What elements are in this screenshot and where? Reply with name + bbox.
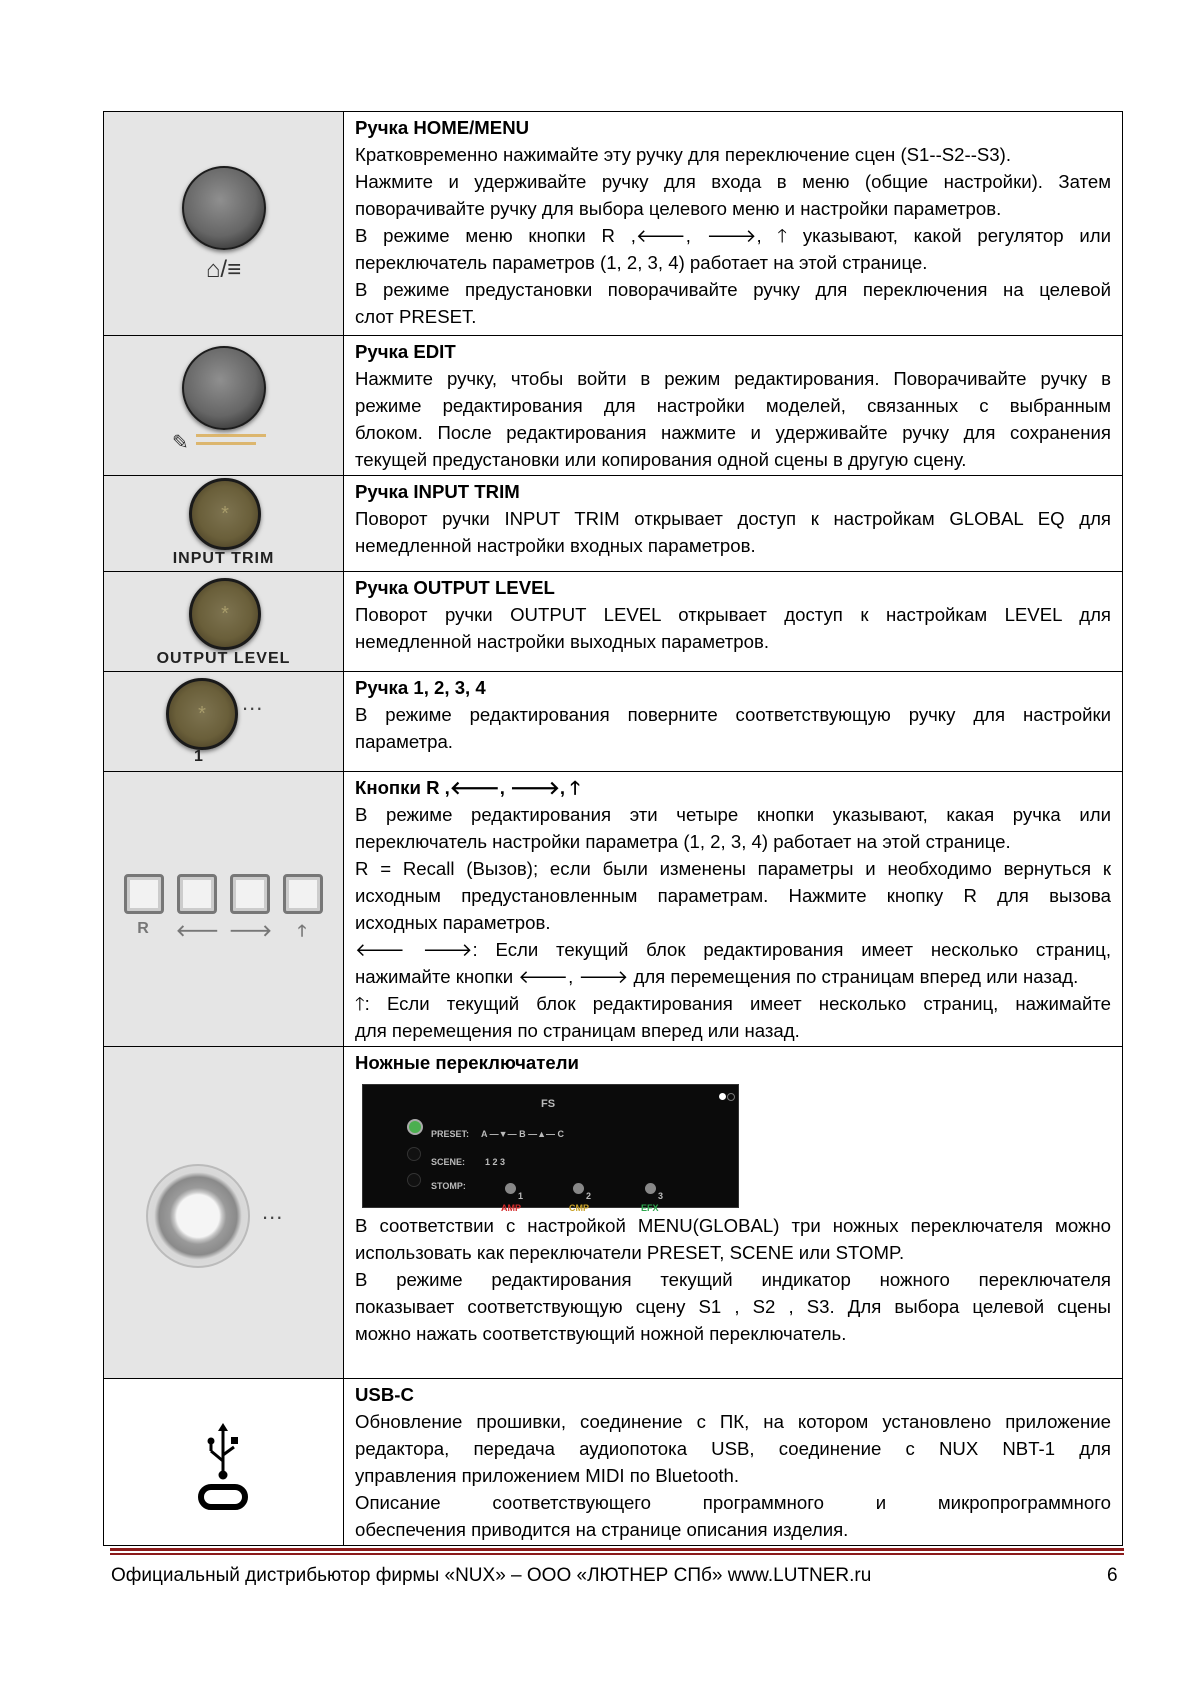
knob-1-icon bbox=[166, 678, 238, 750]
input-trim-knob-image bbox=[104, 476, 344, 572]
recall-label: R bbox=[137, 920, 149, 937]
table-row bbox=[104, 1379, 1123, 1546]
more-dots-icon: ... bbox=[242, 690, 264, 715]
scene-sequence: 1 2 3 bbox=[485, 1157, 506, 1167]
home-menu-description: Ручка HOME/MENU Кратковременно нажимайте эту ручку для переключение сцен (S1--S2--S3). Нажмите и удерживайте ручку для входа в меню (общие настройки). Затем поворачивайте ручку для выбора целевого меню и настройки параметров. В режиме меню кнопки R ,🡐, 🡒, 🡑 указывают, какой регулятор или переключатель параметров (1, 2, 3, 4) работает на этой странице. В режиме предустановки поворачивайте ручку для переключения на целевой слот PRESET. bbox=[344, 112, 1123, 336]
page-number: 6 bbox=[1107, 1565, 1118, 1586]
output-level-label: OUTPUT LEVEL bbox=[156, 650, 291, 667]
knob-1-label: 1 bbox=[194, 748, 203, 765]
usb-c-description: USB-C Обновление прошивки, соединение с ПК, на котором установлено приложение редактора, передача аудиопотока USB, соединение с NUX NBT-1 для управления приложением MIDI по Bluetooth. Описание соответствующего программного и микропрограммного обеспечения приводится на странице описания изделия. bbox=[344, 1379, 1123, 1546]
stomp-label: STOMP: bbox=[431, 1181, 466, 1191]
edit-knob-icon bbox=[182, 346, 266, 430]
more-dots-icon: ... bbox=[262, 1199, 284, 1224]
table-row bbox=[104, 672, 1123, 772]
right-button-icon bbox=[230, 874, 270, 914]
row-title: Ручка EDIT bbox=[355, 341, 456, 362]
table-row bbox=[104, 572, 1123, 672]
output-level-knob-image bbox=[104, 572, 344, 672]
stomp-1-dot bbox=[505, 1183, 516, 1194]
buttons-image bbox=[104, 772, 344, 1047]
controls-table bbox=[103, 111, 1123, 1546]
table-row bbox=[104, 1047, 1123, 1379]
fs-screen-header: FS bbox=[541, 1098, 556, 1110]
output-level-knob-icon bbox=[189, 578, 261, 650]
up-arrow-icon: 🡑 bbox=[297, 923, 307, 940]
home-menu-icon: ⌂/≡ bbox=[205, 256, 242, 283]
preset-radio-icon bbox=[407, 1119, 423, 1135]
table-row bbox=[104, 476, 1123, 572]
footswitch-image bbox=[104, 1047, 344, 1379]
up-button-icon bbox=[283, 874, 323, 914]
edit-icon: ✎ bbox=[172, 432, 189, 454]
home-menu-knob-image bbox=[104, 112, 344, 336]
knob-1-image bbox=[104, 672, 344, 772]
recall-button-icon bbox=[124, 874, 164, 914]
stomp-1-number: 1 bbox=[518, 1191, 524, 1201]
stomp-3-number: 3 bbox=[658, 1191, 664, 1201]
input-trim-description: Ручка INPUT TRIM Поворот ручки INPUT TRIM открывает доступ к настройкам GLOBAL EQ для немедленной настройки входных параметров. bbox=[344, 476, 1123, 572]
stomp-cmp-label: CMP bbox=[569, 1203, 589, 1213]
left-button-icon bbox=[177, 874, 217, 914]
edit-description: Ручка EDIT Нажмите ручку, чтобы войти в режим редактирования. Поворачивайте ручку в режиме редактирования для настройки моделей, связанных с выбранным блоком. После редактирования нажмите и удерживайте ручку для сохранения текущей предустановки или копирования одной сцены в другую сцену. bbox=[344, 336, 1123, 476]
footer-divider bbox=[110, 1548, 1124, 1551]
stomp-2-dot bbox=[573, 1183, 584, 1194]
scene-label: SCENE: bbox=[431, 1157, 466, 1167]
stomp-efx-label: EFX bbox=[641, 1203, 659, 1213]
table-row bbox=[104, 336, 1123, 476]
row-title: Ручка 1, 2, 3, 4 bbox=[355, 677, 486, 698]
input-trim-label: INPUT TRIM bbox=[172, 550, 275, 567]
edit-knob-image bbox=[104, 336, 344, 476]
preset-sequence: A —▼— B —▲— C bbox=[481, 1129, 564, 1139]
home-menu-knob-icon bbox=[182, 166, 266, 250]
row-title: Кнопки R ,🡐, 🡒, 🡑 bbox=[355, 777, 580, 798]
right-arrow-icon: 🡒 bbox=[229, 923, 272, 940]
table-row bbox=[104, 112, 1123, 336]
row-title: Ручка OUTPUT LEVEL bbox=[355, 577, 555, 598]
page-indicator-icon bbox=[719, 1093, 726, 1100]
page-indicator-icon bbox=[727, 1093, 735, 1101]
left-arrow-icon: 🡐 bbox=[176, 923, 219, 940]
footswitch-description: Ножные переключатели FS PRESET: A —▼— B —▲— C SCENE: 1 2 3 STOMP: 1 2 3 AMP CMP EFX В соответствии с настройкой MENU(GLOBAL) три ножных переключателя можно использовать как переключатели PRESET, SCENE или STOMP. В режиме редактирования текущий индикатор ножного переключателя показывает соответствующую сцену S1 , S2 , S3. Для выбора целевой сцены можно нажать соответствующий ножной переключатель. bbox=[344, 1047, 1123, 1379]
fs-screen bbox=[362, 1084, 739, 1213]
stomp-3-dot bbox=[645, 1183, 656, 1194]
output-level-description: Ручка OUTPUT LEVEL Поворот ручки OUTPUT LEVEL открывает доступ к настройкам LEVEL для немедленной настройки выходных параметров. bbox=[344, 572, 1123, 672]
row-title: USB-C bbox=[355, 1384, 414, 1405]
edit-small-print bbox=[196, 434, 266, 437]
table-row bbox=[104, 772, 1123, 1047]
usb-c-image bbox=[104, 1379, 344, 1546]
scene-radio-icon bbox=[407, 1147, 421, 1161]
footer-divider bbox=[110, 1553, 1124, 1555]
row-title: Ручка INPUT TRIM bbox=[355, 481, 520, 502]
row-title: Ручка HOME/MENU bbox=[355, 117, 530, 138]
input-trim-knob-icon bbox=[189, 478, 261, 550]
stomp-2-number: 2 bbox=[586, 1191, 592, 1201]
stomp-radio-icon bbox=[407, 1173, 421, 1187]
buttons-description: Кнопки R ,🡐, 🡒, 🡑 В режиме редактирования эти четыре кнопки указывают, какая ручка или переключатель настройки параметра (1, 2, 3, 4) работает на этой странице. R = Recall (Вызов); если были изменены параметры и необходимо вернуться к исходным предустановленным параметрам. Нажмите кнопку R для вызова исходных параметров. 🡐 🡒: Если текущий блок редактирования имеет несколько страниц, нажимайте кнопки 🡐, 🡒 для перемещения по страницам вперед или назад. 🡑: Если текущий блок редактирования имеет несколько страниц, нажимайте для перемещения по страницам вперед или назад. bbox=[344, 772, 1123, 1047]
footswitch-icon bbox=[146, 1164, 250, 1268]
row-title: Ножные переключатели bbox=[355, 1052, 579, 1073]
footer-text: Официальный дистрибьютор фирмы «NUX» – ООО «ЛЮТНЕР СПб» www.LUTNER.ru bbox=[111, 1565, 872, 1586]
preset-label: PRESET: bbox=[431, 1129, 470, 1139]
stomp-amp-label: AMP bbox=[501, 1203, 521, 1213]
usb-icon bbox=[198, 1423, 248, 1513]
edit-small-print bbox=[196, 442, 256, 445]
knobs-1-4-description: Ручка 1, 2, 3, 4 В режиме редактирования поверните соответствующую ручку для настройки параметра. bbox=[344, 672, 1123, 772]
